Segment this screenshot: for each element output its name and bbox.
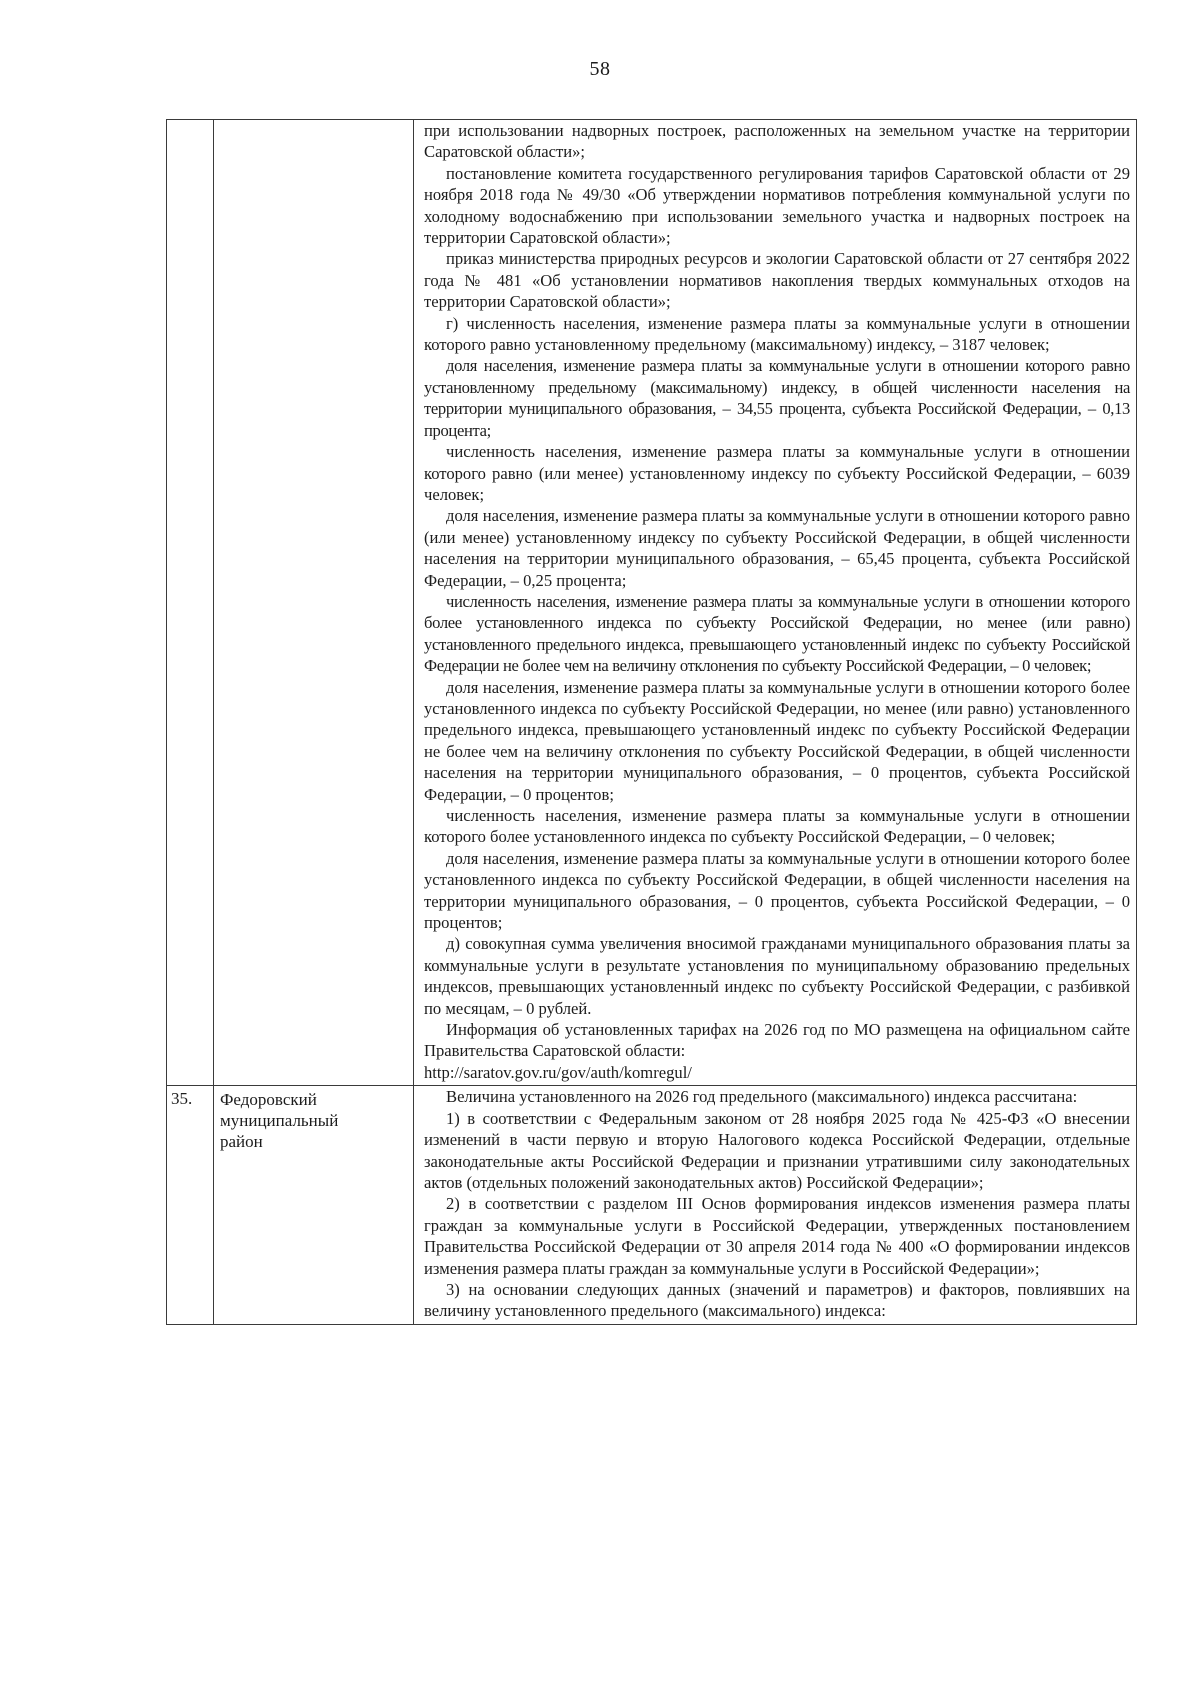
paragraph: постановление комитета государственного регулирования тарифов Саратовской области от 29 ноября 2018 года № 49/30 «Об утверждении нормативов потребления коммунальной услуги по холодному водоснабжению при использовании земельного участка и надворных построек на территории Саратовской области»; (424, 163, 1130, 248)
paragraph: 1) в соответствии с Федеральным законом от 28 ноября 2025 года № 425-ФЗ «О внесении изменений в части первую и вторую Налогового кодекса Российской Федерации, отдельные законодательные акты Российской Федерации и признании утратившими силу законодательных актов (отдельных положений законодательных актов) Российской Федерации»; (424, 1108, 1130, 1192)
page-number: 58 (589, 58, 611, 80)
paragraph: г) численность населения, изменение размера платы за коммунальные услуги в отношении которого равно установленному предельному (максимальному) индексу, – 3187 человек; (424, 313, 1130, 355)
municipality-name-line: Федоровский (220, 1090, 317, 1110)
paragraph: численность населения, изменение размера платы за коммунальные услуги в отношении которого более установленного индекса по субъекту Российской Федерации, – 0 человек; (424, 806, 1130, 847)
description-cell (414, 120, 1137, 1086)
paragraph: д) совокупная сумма увеличения вносимой гражданами муниципального образования платы за коммунальные услуги в результате установления по муниципальному образованию предельных индексов, превышающих установленный индекс по субъекту Российской Федерации, с разбивкой по месяцам, – 0 рублей. (424, 934, 1130, 1018)
row-number-cell (167, 120, 214, 1086)
table-row-35 (167, 1086, 1137, 1324)
paragraph: 3) на основании следующих данных (значений и параметров) и факторов, повлиявших на величину установленного предельного (максимального) индекса: (424, 1279, 1130, 1321)
paragraph: приказ министерства природных ресурсов и экологии Саратовской области от 27 сентября 2022 года № 481 «Об установлении нормативов накопления твердых коммунальных отходов на территории Саратовской области»; (424, 249, 1130, 312)
paragraph: доля населения, изменение размера платы за коммунальные услуги в отношении которого более установленного индекса по субъекту Российской Федерации, но менее (или равно) установленного предельного индекса, превышающего установленный индекс по субъекту Российской Федерации не более чем на величину отклонения по субъекту Российской Федерации, в общей численности населения на территории муниципального образования, – 0 процентов, субъекта Российской Федерации, – 0 процентов; (424, 677, 1130, 804)
paragraph: Информация об установленных тарифах на 2026 год по МО размещена на официальном сайте Правительства Саратовской области: (424, 1020, 1130, 1061)
paragraph: доля населения, изменение размера платы за коммунальные услуги в отношении которого равно установленному предельному (максимальному) индексу, в общей численности населения на территории муниципального образования, – 34,55 процента, субъекта Российской Федерации, – 0,13 процента; (424, 356, 1130, 440)
municipality-name-line: муниципальный (220, 1111, 339, 1131)
municipality-name-cell (214, 120, 414, 1086)
paragraph: доля населения, изменение размера платы за коммунальные услуги в отношении которого равно (или менее) установленному индексу по субъекту Российской Федерации, в общей численности населения на территории муниципального образования, – 65,45 процента, субъекта Российской Федерации, – 0,25 процента; (424, 506, 1130, 590)
tariff-info-link[interactable]: http://saratov.gov.ru/gov/auth/komregul/ (424, 1062, 692, 1082)
paragraph: при использовании надворных построек, расположенных на земельном участке на территории Саратовской области»; (424, 121, 1130, 162)
paragraph: Величина установленного на 2026 год предельного (максимального) индекса рассчитана: (446, 1087, 1078, 1107)
municipality-name-line: район (220, 1132, 263, 1152)
description-cell (414, 1086, 1137, 1324)
table-row-continued (167, 120, 1137, 1086)
paragraph: доля населения, изменение размера платы за коммунальные услуги в отношении которого более установленного индекса по субъекту Российской Федерации, в общей численности населения на территории муниципального образования, – 0 процентов, субъекта Российской Федерации, – 0 процентов; (424, 848, 1130, 933)
row-number-cell: 35. (167, 1086, 214, 1324)
paragraph: 2) в соответствии с разделом III Основ формирования индексов изменения размера платы граждан за коммунальные услуги в Российской Федерации, утвержденных постановлением Правительства Российской Федерации от 30 апреля 2014 года № 400 «О формировании индексов изменения размера платы граждан за коммунальные услуги в Российской Федерации»; (424, 1194, 1130, 1278)
paragraph: численность населения, изменение размера платы за коммунальные услуги в отношении которого более установленного индекса по субъекту Российской Федерации, но менее (или равно) установленного предельного индекса, превышающего установленный индекс по субъекту Российской Федерации не более чем на величину отклонения по субъекту Российской Федерации, – 0 человек; (424, 591, 1130, 676)
paragraph: численность населения, изменение размера платы за коммунальные услуги в отношении которого равно (или менее) установленному индексу по субъекту Российской Федерации, – 6039 человек; (424, 442, 1130, 504)
municipal-index-table (166, 119, 1137, 1325)
municipality-name-cell (214, 1086, 414, 1324)
